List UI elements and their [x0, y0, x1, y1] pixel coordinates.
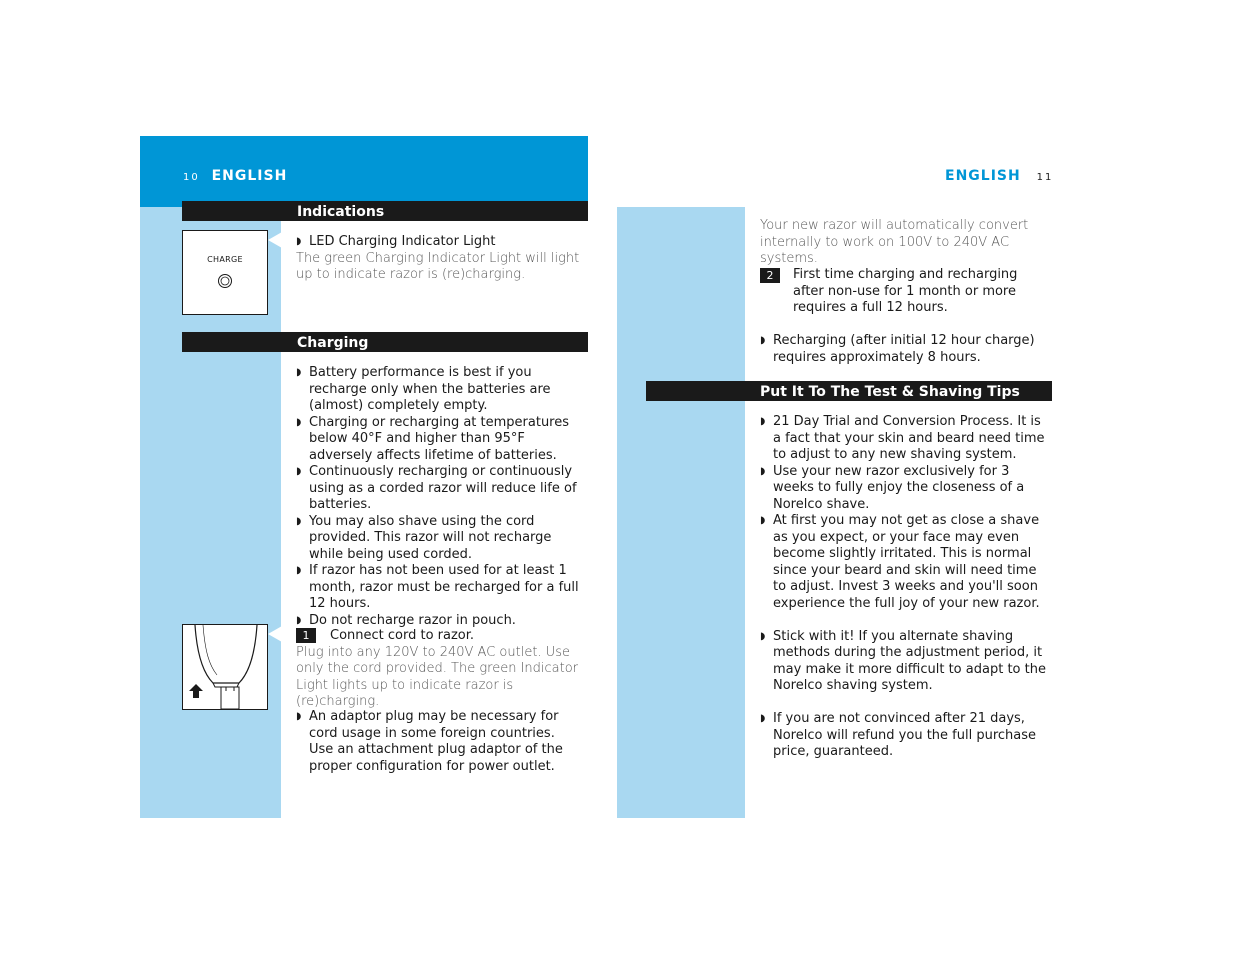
half-circle-bullet-icon: ◗ [760, 630, 766, 642]
step-text: Connect cord to razor. [330, 628, 475, 643]
right-page-sidebar [617, 207, 745, 818]
section-heading: Charging [297, 335, 369, 351]
left-page-head [183, 168, 287, 184]
half-circle-bullet-icon: ◗ [296, 711, 302, 722]
list-item: ◗ An adaptor plug may be necessary for cord usage in some foreign countries. Use an attachment plug adaptor of the proper configuration for power outlet. [296, 709, 563, 774]
section-heading: Put It To The Test & Shaving Tips [760, 384, 1020, 400]
half-circle-bullet-icon: ◗ [296, 515, 302, 527]
list-item: ◗ Stick with it! If you alternate shaving methods during the adjustment period, it may make it more difficult to adapt to the Norelco shaving system. [760, 628, 1046, 693]
razor-cord-figure [182, 624, 268, 710]
list-item: ◗ Battery performance is best if you recharge only when the batteries are (almost) completely empty. [296, 365, 551, 413]
list-item: ◗ If you are not convinced after 21 days, Norelco will refund you the full purchase price, guaranteed. [760, 711, 1037, 759]
charge-label: CHARGE [207, 255, 243, 264]
half-circle-bullet-icon: ◗ [760, 416, 766, 427]
list-item: ◗ Recharging (after initial 12 hour charge) requires approximately 8 hours. [760, 333, 1035, 365]
list-item: ◗ Charging or recharging at temperatures below 40°F and higher than 95°F adversely affects lifetime of batteries. [296, 414, 570, 463]
tips-heading-bar [646, 381, 1052, 401]
indications-body: The green Charging Indicator Light will light up to indicate razor is (re)charging. [296, 250, 580, 282]
step-text: First time charging and recharging after non-use for 1 month or more requires a full 12 hours. [793, 267, 1018, 315]
up-arrow-icon [188, 683, 204, 699]
half-circle-bullet-icon: ◗ [296, 367, 302, 378]
tips-list [760, 414, 1052, 761]
list-item: ◗ Use your new razor exclusively for 3 weeks to fully enjoy the closeness of a Norelco shave. [760, 463, 1025, 512]
list-item: ◗ At first you may not get as close a shave as you expect, or your face may even become slightly irritated. This is normal since your beard and skin will need time to adjust. Invest 3 weeks and you'll soon experience the full joy of your new razor. [760, 513, 1040, 611]
indications-heading-bar [182, 201, 588, 221]
list-item: ◗ You may also shave using the cord provided. This razor will not recharge while being used corded. [296, 513, 552, 562]
charging-heading-bar [182, 332, 588, 352]
step-1 [296, 628, 589, 711]
step-number-badge: 1 [296, 628, 316, 643]
callout-pointer-icon [268, 626, 282, 642]
step-number-badge: 2 [760, 268, 780, 283]
half-circle-bullet-icon: ◗ [296, 416, 302, 428]
language-label: ENGLISH [211, 168, 288, 184]
callout-pointer-icon [268, 232, 282, 248]
half-circle-bullet-icon: ◗ [296, 466, 302, 477]
half-circle-bullet-icon: ◗ [296, 236, 302, 247]
half-circle-bullet-icon: ◗ [760, 713, 766, 724]
step-heading [296, 628, 589, 645]
list-item: ◗ If razor has not been used for at least 1 month, razor must be recharged for a full 12 hours. [296, 563, 579, 611]
half-circle-bullet-icon: ◗ [760, 335, 766, 346]
list-item: ◗ 21 Day Trial and Conversion Process. It is a fact that your skin and beard need time to adjust to any new shaving system. [760, 414, 1045, 462]
page-number: 10 [183, 172, 200, 183]
page-number: 11 [1036, 172, 1054, 183]
recharge-note [760, 333, 1040, 366]
half-circle-bullet-icon: ◗ [296, 565, 302, 576]
half-circle-bullet-icon: ◗ [760, 515, 766, 526]
section-heading: Indications [297, 204, 385, 220]
list-item: ◗ LED Charging Indicator Light [296, 234, 496, 249]
half-circle-bullet-icon: ◗ [296, 614, 302, 626]
step-body: Plug into any 120V to 240V AC outlet. Use only the cord provided. The green Indicator Light lights up to indicate razor is (re)charging. [296, 644, 579, 709]
list-item: ◗ Continuously recharging or continuously using as a corded razor will reduce life of batteries. [296, 464, 577, 512]
language-label: ENGLISH [945, 168, 1021, 184]
charging-list [296, 365, 589, 629]
indicator-light-icon [217, 273, 233, 289]
list-item: ◗ Do not recharge razor in pouch. [296, 612, 516, 628]
intro-text: Your new razor will automatically convert internally to work on 100V to 240V AC systems. [760, 218, 1029, 266]
step-2 [760, 267, 1052, 317]
adaptor-note [296, 709, 576, 775]
right-page-head [945, 168, 1053, 184]
charge-indicator-figure [182, 230, 268, 315]
half-circle-bullet-icon: ◗ [760, 465, 766, 477]
indications-content [296, 234, 588, 284]
